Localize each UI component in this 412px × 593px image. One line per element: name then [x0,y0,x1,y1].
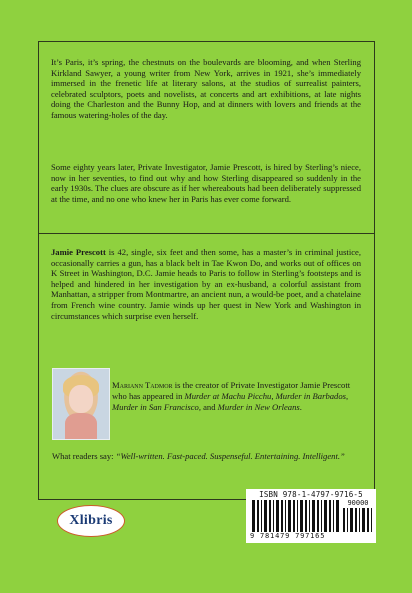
character-name: Jamie Prescott [51,247,106,257]
barcode-digits: 9 781479 797165 [250,532,326,540]
author-bio: Mariann Tadmor is the creator of Private Investigator Jamie Prescott who has appeared in Murder at Machu Picchu, Murder in Barbados, Murder in San Francisco, and Murder in New Orleans. [112,380,351,413]
isbn-barcode [246,489,376,543]
price-barcode-bars [343,508,373,538]
readers-quote: “Well-written. Fast-paced. Suspenseful. Entertaining. Intelligent.” [115,451,345,461]
section-divider [38,233,374,234]
readers-label: What readers say: [52,451,116,461]
book-title: Murder in San Francisco [112,402,199,413]
book-title: Murder at Machu Picchu [184,391,272,402]
book-title: Murder in New Orleans [217,402,300,413]
author-name: Mariann Tadmor [112,380,173,390]
barcode-bars [252,500,340,532]
synopsis-paragraph-2: Some eighty years later, Private Investigator, Jamie Prescott, is hired by Sterling’s niece, now in her seventies, to find out why and how Sterling disappeared so suddenly in the early 1930s. The clues are obscure as if her whereabouts had been deliberately suppressed at the time, and no one who knew her in Paris has ever come forward. [51,162,361,204]
isbn-text: ISBN 978-1-4797-9716-5 [259,490,363,499]
synopsis-paragraph-1: It’s Paris, it’s spring, the chestnuts on the boulevards are blooming, and when Sterling Kirkland Sawyer, a young writer from New York, arrives in 1921, she’s immediately immersed in the frenetic life at literary salons, at the studios of surrealist painters, celebrated sculptors, poets and novelists, at concerts and art exhibitions, at late nights doing the Charleston and the Bunny Hop, and at dinners with lovers and friends at the famous watering-holes of the day. [51,57,361,120]
publisher-logo: Xlibris [57,505,125,537]
book-title: Murder in Barbados [275,391,346,402]
author-photo [52,368,110,440]
price-code: 90000 [347,499,369,507]
reader-quotes [52,451,372,462]
character-paragraph [51,247,361,321]
character-description: is 42, single, six feet and then some, has a master’s in criminal justice, occasionally carries a gun, has a black belt in Tae Kwon Do, and works out of offices on K Street in Washington, D.C. Jamie heads to Paris to follow in Sterling’s footsteps and is helped and hindered in her investigation by an ex-husband, a colorful assistant from Manhattan, a stripper from Montmartre, an ancient nun, a would-be poet, and a chatelaine from French wine country. Jamie winds up her quest in New York and Washington in circumstances which surprise even herself. [51,247,361,321]
